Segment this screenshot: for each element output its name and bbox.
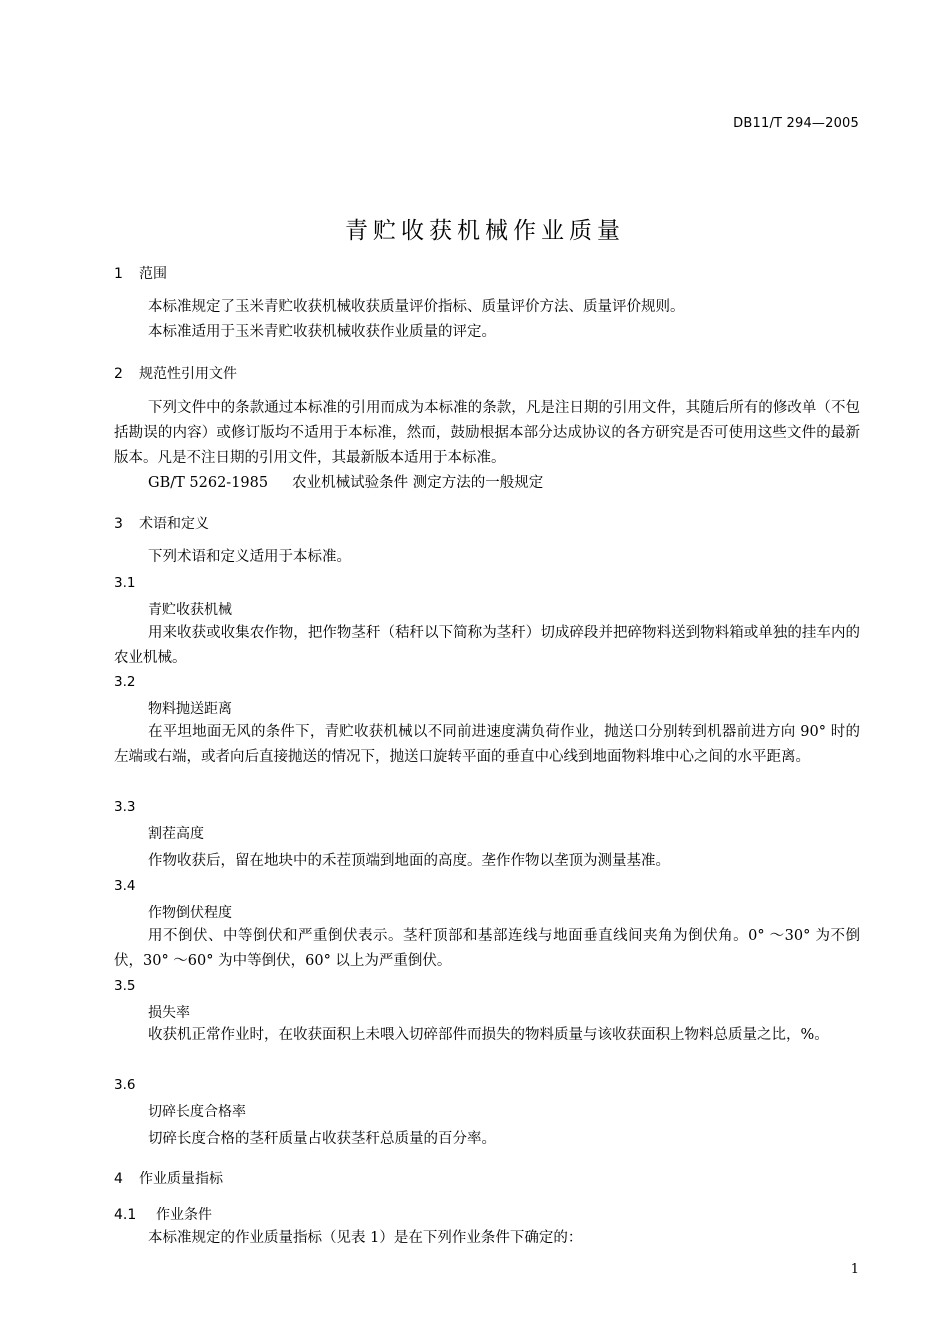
term-definition: 用来收获或收集农作物，把作物茎秆（秸秆以下简称为茎秆）切成碎段并把碎物料送到物料箱或单独的挂车内的农业机械。 [114,625,860,666]
subsection-4-1-heading [114,1204,212,1224]
paragraph: 本标准适用于玉米青贮收获机械收获作业质量的评定。 [148,324,496,340]
section-3-heading [114,513,209,533]
section-number: 2 [114,366,123,382]
paragraph: 本标准规定了玉米青贮收获机械收获质量评价指标、质量评价方法、质量评价规则。 [148,299,685,315]
paragraph: 本标准规定的作业质量指标（见表 1）是在下列作业条件下确定的： [148,1230,583,1246]
paragraph: 下列术语和定义适用于本标准。 [148,549,351,565]
term-number: 3.2 [114,674,136,690]
term-definition: 在平坦地面无风的条件下，青贮收获机械以不同前进速度满负荷作业，抛送口分别转到机器前进方向 90° 时的左端或右端，或者向后直接抛送的情况下，抛送口旋转平面的垂直中心线到地面物料堆中心之间的水平距离。 [114,724,860,765]
section-1-heading [114,263,167,283]
page-number: 1 [850,1262,859,1277]
section-title: 术语和定义 [139,516,209,532]
term-definition: 切碎长度合格的茎秆质量占收获茎秆总质量的百分率。 [148,1131,496,1147]
reference-title: 农业机械试验条件 测定方法的一般规定 [292,475,544,491]
term-name: 切碎长度合格率 [148,1104,246,1120]
term-name: 损失率 [148,1005,190,1021]
term-number: 3.3 [114,799,136,815]
section-4-heading [114,1168,223,1188]
paragraph: 下列文件中的条款通过本标准的引用而成为本标准的条款，凡是注日期的引用文件，其随后所有的修改单（不包括勘误的内容）或修订版均不适用于本标准，然而，鼓励根据本部分达成协议的各方研究是否可使用这些文件的最新版本。凡是不注日期的引用文件，其最新版本适用于本标准。 [114,400,860,466]
subsection-number: 4.1 [114,1207,137,1223]
section-number: 4 [114,1171,123,1187]
section-title: 规范性引用文件 [139,366,237,382]
section-number: 3 [114,516,123,532]
section-2-heading [114,363,237,383]
term-definition: 作物收获后，留在地块中的禾茬顶端到地面的高度。垄作作物以垄顶为测量基准。 [148,853,670,869]
term-number: 3.5 [114,978,136,994]
term-name: 青贮收获机械 [148,602,232,618]
term-name: 作物倒伏程度 [148,905,232,921]
reference-code: GB/T 5262-1985 [148,475,269,491]
page-title: 青贮收获机械作业质量 [345,218,625,244]
term-name: 物料抛送距离 [148,701,232,717]
normative-reference [148,471,543,496]
term-number: 3.4 [114,878,136,894]
term-definition: 用不倒伏、中等倒伏和严重倒伏表示。茎秆顶部和基部连线与地面垂直线间夹角为倒伏角。0° ～30° 为不倒伏，30° ～60° 为中等倒伏，60° 以上为严重倒伏。 [114,928,860,969]
subsection-title: 作业条件 [156,1207,212,1223]
section-number: 1 [114,266,123,282]
term-definition: 收获机正常作业时，在收获面积上未喂入切碎部件而损失的物料质量与该收获面积上物料总质量之比，%。 [148,1027,829,1043]
document-code: DB11/T 294—2005 [733,116,859,131]
term-number: 3.1 [114,575,136,591]
section-title: 范围 [139,266,167,282]
term-number: 3.6 [114,1077,136,1093]
section-title: 作业质量指标 [139,1171,223,1187]
term-name: 割茬高度 [148,826,204,842]
